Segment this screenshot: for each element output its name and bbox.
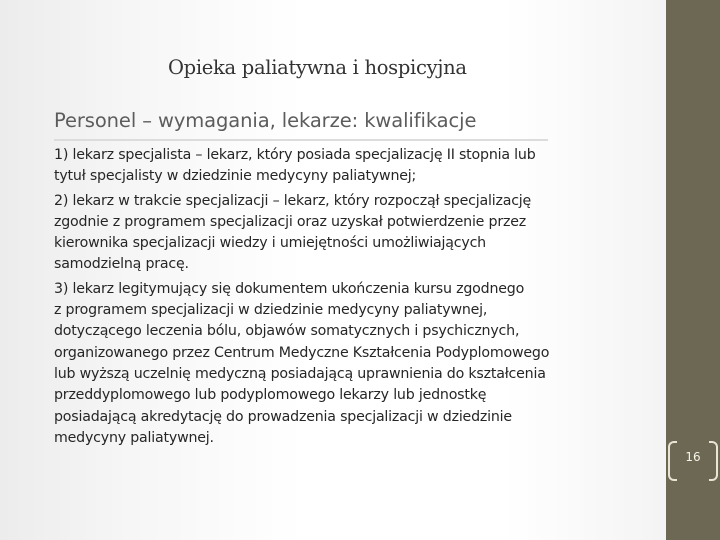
subtitle-divider bbox=[54, 139, 548, 141]
slide-body bbox=[54, 145, 654, 449]
paragraph-line: 3) lekarz legitymujący się dokumentem ukończenia kursu zgodnego bbox=[54, 280, 525, 297]
paragraph-specialist bbox=[54, 145, 654, 188]
paragraph-line: organizowanego przez Centrum Medyczne Kształcenia Podyplomowego bbox=[54, 344, 550, 361]
paragraph-line: tytuł specjalisty w dziedzinie medycyny paliatywnej; bbox=[54, 168, 417, 185]
paragraph-line: z programem specjalizacji w dziedzinie medycyny paliatywnej, bbox=[54, 302, 488, 319]
page-number-badge bbox=[668, 441, 718, 479]
slide-subtitle: Personel – wymagania, lekarze: kwalifikacje bbox=[54, 109, 477, 132]
paragraph-line: zgodnie z programem specjalizacji oraz uzyskał potwierdzenie przez bbox=[54, 213, 526, 230]
paragraph-line: posiadającą akredytację do prowadzenia specjalizacji w dziedzinie bbox=[54, 408, 512, 425]
paragraph-line: dotyczącego leczenia bólu, objawów somatycznych i psychicznych, bbox=[54, 323, 520, 340]
bracket-right-icon bbox=[709, 441, 718, 481]
paragraph-in-training bbox=[54, 191, 654, 276]
paragraph-line: kierownika specjalizacji wiedzy i umiejętności umożliwiających bbox=[54, 235, 486, 252]
paragraph-line: 1) lekarz specjalista – lekarz, który posiada specjalizację II stopnia lub bbox=[54, 147, 536, 163]
paragraph-course-certificate bbox=[54, 279, 654, 449]
paragraph-line: lub wyższą uczelnię medyczną posiadającą uprawnienia do kształcenia bbox=[54, 365, 546, 382]
page-number: 16 bbox=[685, 450, 701, 464]
paragraph-line: 2) lekarz w trakcie specjalizacji – lekarz, który rozpoczął specjalizację bbox=[54, 192, 532, 209]
paragraph-line: medycyny paliatywnej. bbox=[54, 429, 214, 446]
paragraph-line: przeddyplomowego lub podyplomowego lekarzy lub jednostkę bbox=[54, 387, 487, 404]
slide-title: Opieka paliatywna i hospicyjna bbox=[168, 56, 467, 79]
paragraph-line: samodzielną pracę. bbox=[54, 256, 189, 273]
